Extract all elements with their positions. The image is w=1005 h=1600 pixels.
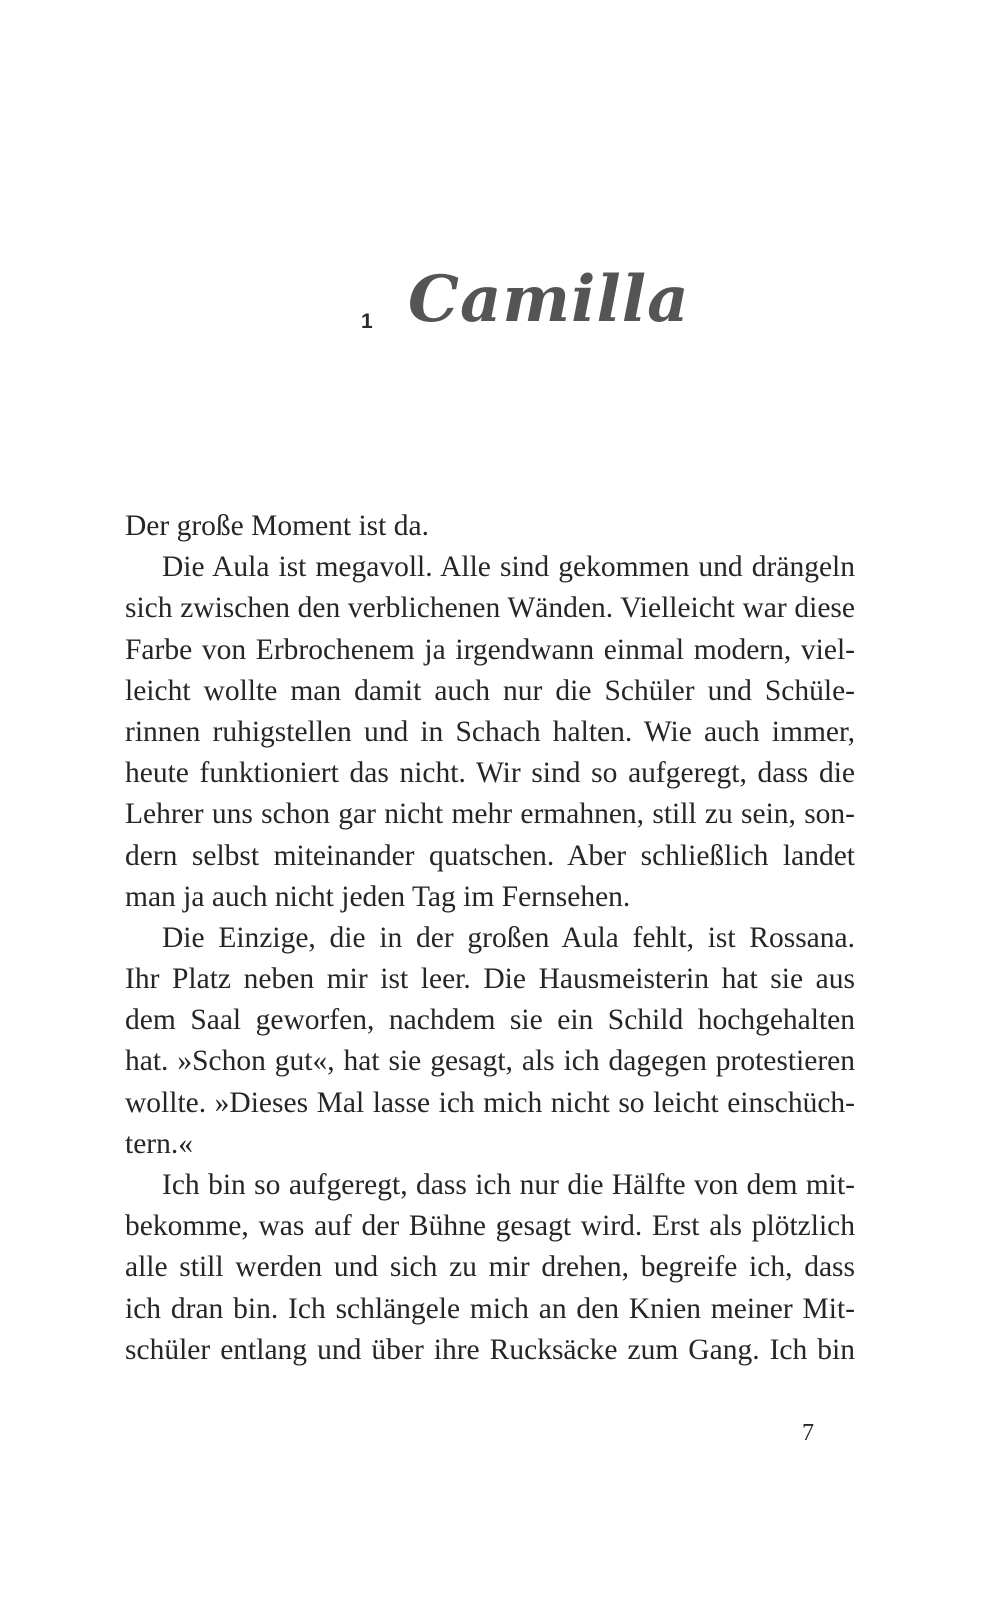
text-line: Lehrer uns schon gar nicht mehr ermahnen, still zu sein, son- xyxy=(125,798,855,831)
text-line: alle still werden und sich zu mir drehen, begreife ich, dass xyxy=(125,1251,855,1284)
text-line: schüler entlang und über ihre Rucksäcke zum Gang. Ich bin xyxy=(125,1333,855,1366)
body-text xyxy=(125,506,855,1371)
text-line: sich zwischen den verblichenen Wänden. Vielleicht war diese xyxy=(125,592,855,625)
text-line: wollte. »Dieses Mal lasse ich mich nicht so leicht einschüch- xyxy=(125,1086,855,1119)
text-line: dern selbst miteinander quatschen. Aber schließlich landet xyxy=(125,839,855,872)
text-line: tern.« xyxy=(125,1127,193,1160)
text-line: rinnen ruhigstellen und in Schach halten. Wie auch immer, xyxy=(125,715,855,748)
chapter-title: Camilla xyxy=(408,262,690,337)
text-line: Ihr Platz neben mir ist leer. Die Hausmeisterin hat sie aus xyxy=(125,963,855,996)
chapter-heading xyxy=(0,262,1005,352)
page-number: 7 xyxy=(802,1420,814,1446)
text-line: bekomme, was auf der Bühne gesagt wird. Erst als plötzlich xyxy=(125,1210,855,1243)
text-line: heute funktioniert das nicht. Wir sind so aufgeregt, dass die xyxy=(125,757,855,790)
text-line: Farbe von Erbrochenem ja irgendwann einmal modern, viel- xyxy=(125,633,855,666)
text-line: hat. »Schon gut«, hat sie gesagt, als ich dagegen protestieren xyxy=(125,1045,855,1078)
text-line: man ja auch nicht jeden Tag im Fernsehen. xyxy=(125,880,631,913)
text-line: leicht wollte man damit auch nur die Schüler und Schüle- xyxy=(125,674,855,707)
chapter-number: 1 xyxy=(361,310,373,333)
text-line: Ich bin so aufgeregt, dass ich nur die Hälfte von dem mit- xyxy=(162,1169,855,1201)
text-line: ich dran bin. Ich schlängele mich an den Knien meiner Mit- xyxy=(125,1292,855,1325)
text-line: Der große Moment ist da. xyxy=(125,510,429,542)
text-line: dem Saal geworfen, nachdem sie ein Schild hochgehalten xyxy=(125,1004,855,1037)
text-line: Die Aula ist megavoll. Alle sind gekommen und drängeln xyxy=(162,551,855,584)
text-line: Die Einzige, die in der großen Aula fehlt, ist Rossana. xyxy=(162,921,855,954)
